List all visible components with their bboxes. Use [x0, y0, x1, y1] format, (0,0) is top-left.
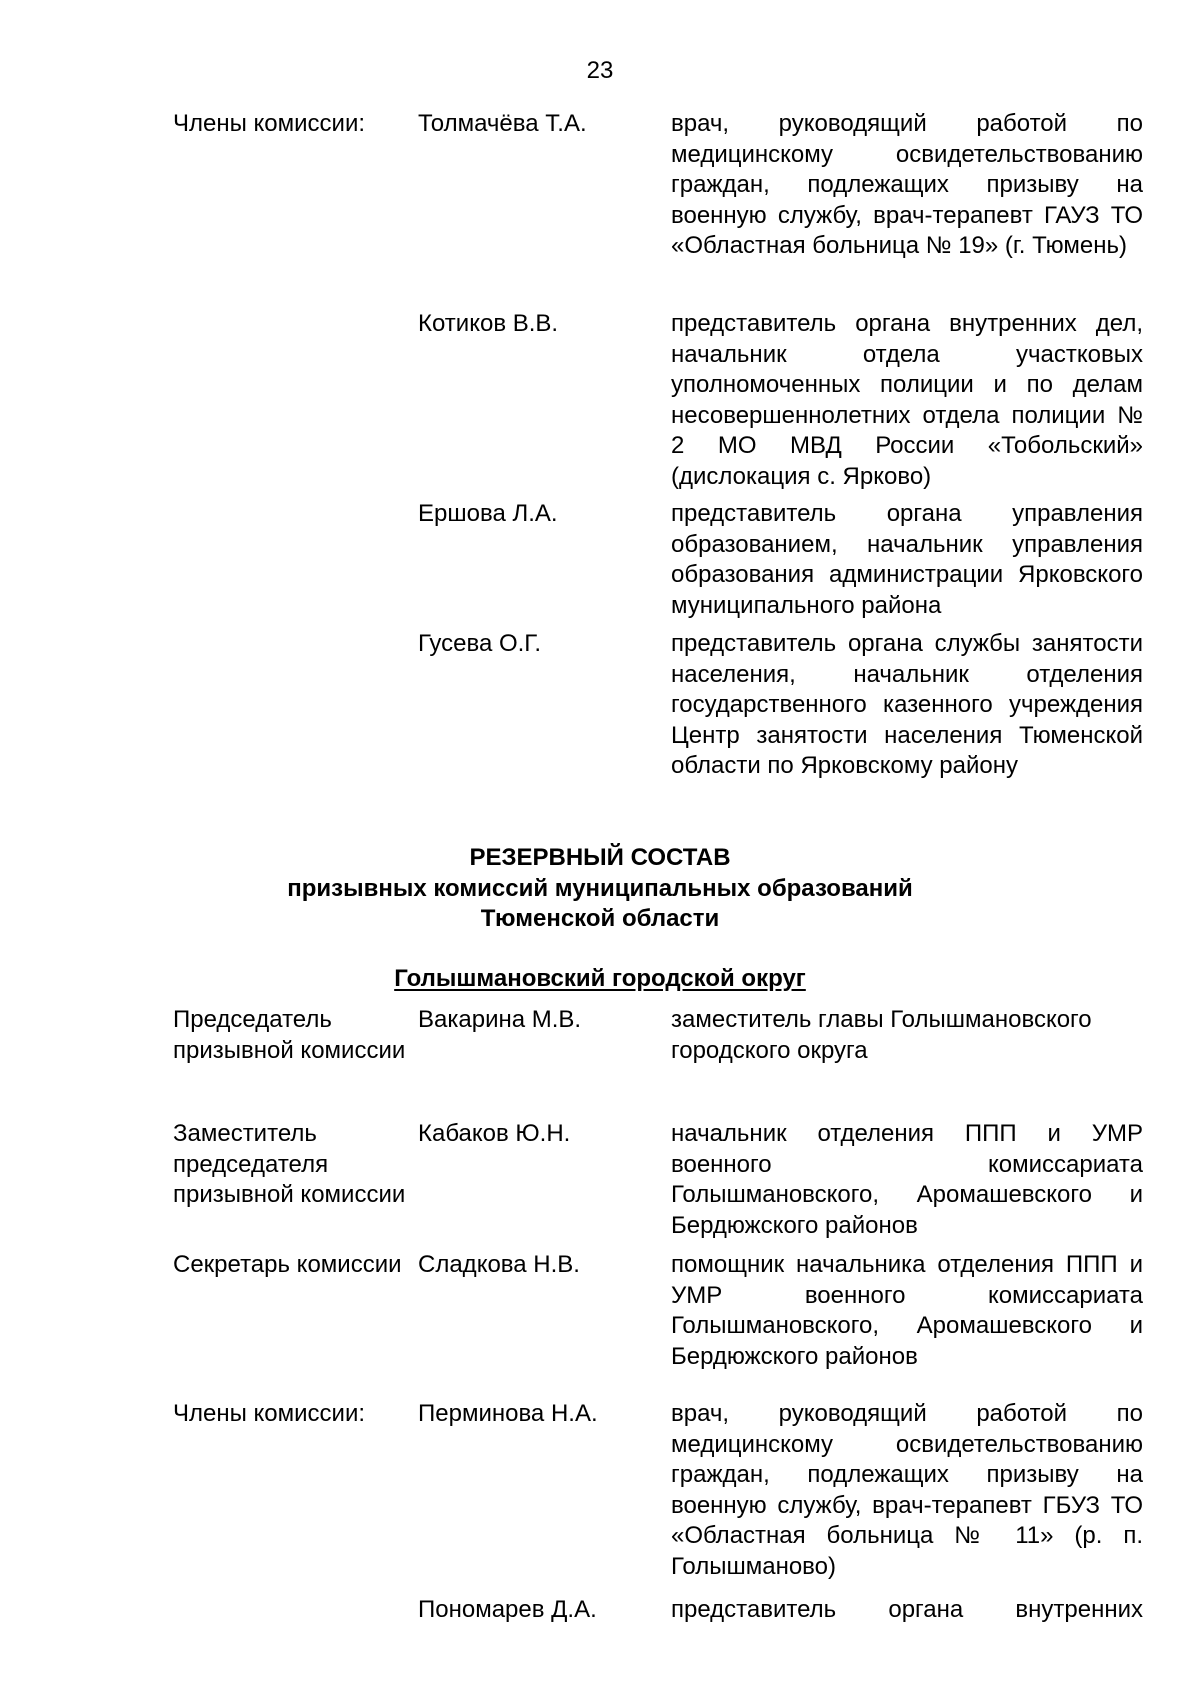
position-description: представитель органа управления образованием, начальник управления образования администрации Ярковского муниципального района [671, 500, 1143, 619]
commission-members-list [173, 1399, 1143, 1582]
role-label [173, 309, 418, 492]
role-label: Председатель призывной комиссии [173, 1006, 406, 1064]
position-description: представитель органа внутренних дел, начальник отдела участковых уполномоченных полиции и по делам несовершеннолетних отдела полиции № 2 МО МВД России «Тобольский» (дислокация с. Ярково) [671, 310, 1143, 490]
reserve-heading-line-1: РЕЗЕРВНЫЙ СОСТАВ [469, 844, 731, 871]
role-label: Члены комиссии: [173, 110, 366, 137]
table-row [173, 1005, 1143, 1066]
role-label [173, 1595, 418, 1626]
table-row [173, 309, 1143, 492]
person-name: Кабаков Ю.Н. [418, 1120, 571, 1147]
role-label [173, 629, 418, 782]
position-description: врач, руководящий работой по медицинскому освидетельствованию граждан, подлежащих призыву на военную службу, врач-терапевт ГБУЗ ТО «Областная больница № 11» (р. п. Голышманово) [671, 1400, 1143, 1580]
commission-members-list [173, 629, 1143, 782]
commission-members-list [173, 309, 1143, 492]
person-name: Перминова Н.А. [418, 1400, 598, 1427]
person-name: Толмачёва Т.А. [418, 110, 587, 137]
table-row [173, 1119, 1143, 1241]
commission-members-list [173, 1005, 1143, 1066]
commission-members-list [173, 109, 1143, 262]
role-label: Секретарь комиссии [173, 1251, 402, 1278]
person-name: Вакарина М.В. [418, 1006, 582, 1033]
role-label: Члены комиссии: [173, 1400, 366, 1427]
position-description: врач, руководящий работой по медицинскому освидетельствованию граждан, подлежащих призыву на военную службу, врач-терапевт ГАУЗ ТО «Областная больница № 19» (г. Тюмень) [671, 110, 1143, 259]
commission-members-list [173, 1250, 1143, 1372]
position-description: заместитель главы Голышмановского городского округа [671, 1006, 1092, 1064]
role-label: Заместитель председателя призывной комиссии [173, 1120, 406, 1208]
person-name: Пономарев Д.А. [418, 1596, 597, 1623]
position-description: начальник отделения ППП и УМР военного комиссариата Голышмановского, Аромашевского и Бердюжского районов [671, 1120, 1143, 1239]
table-row [173, 109, 1143, 262]
position-description: представитель органа службы занятости населения, начальник отделения государственного казенного учреждения Центр занятости населения Тюменской области по Ярковскому району [671, 630, 1143, 779]
page-number: 23 [586, 57, 614, 84]
commission-members-list [173, 1119, 1143, 1241]
reserve-heading-line-2: призывных комиссий муниципальных образований [287, 875, 913, 902]
person-name: Сладкова Н.В. [418, 1251, 580, 1278]
reserve-heading-line-3: Тюменской области [480, 905, 720, 932]
table-row [173, 1399, 1143, 1582]
district-title: Голышмановский городской округ [394, 965, 806, 992]
person-name: Гусева О.Г. [418, 630, 542, 657]
table-row [173, 629, 1143, 782]
person-name: Котиков В.В. [418, 310, 559, 337]
table-row [173, 1250, 1143, 1372]
table-row [173, 1595, 1143, 1626]
table-row [173, 499, 1143, 621]
commission-members-list [173, 1595, 1143, 1626]
position-description: представитель органа внутренних [671, 1596, 1143, 1623]
position-description: помощник начальника отделения ППП и УМР военного комиссариата Голышмановского, Аромашевского и Бердюжского районов [671, 1251, 1143, 1370]
role-label [173, 499, 418, 621]
person-name: Ершова Л.А. [418, 500, 558, 527]
commission-members-list [173, 499, 1143, 621]
